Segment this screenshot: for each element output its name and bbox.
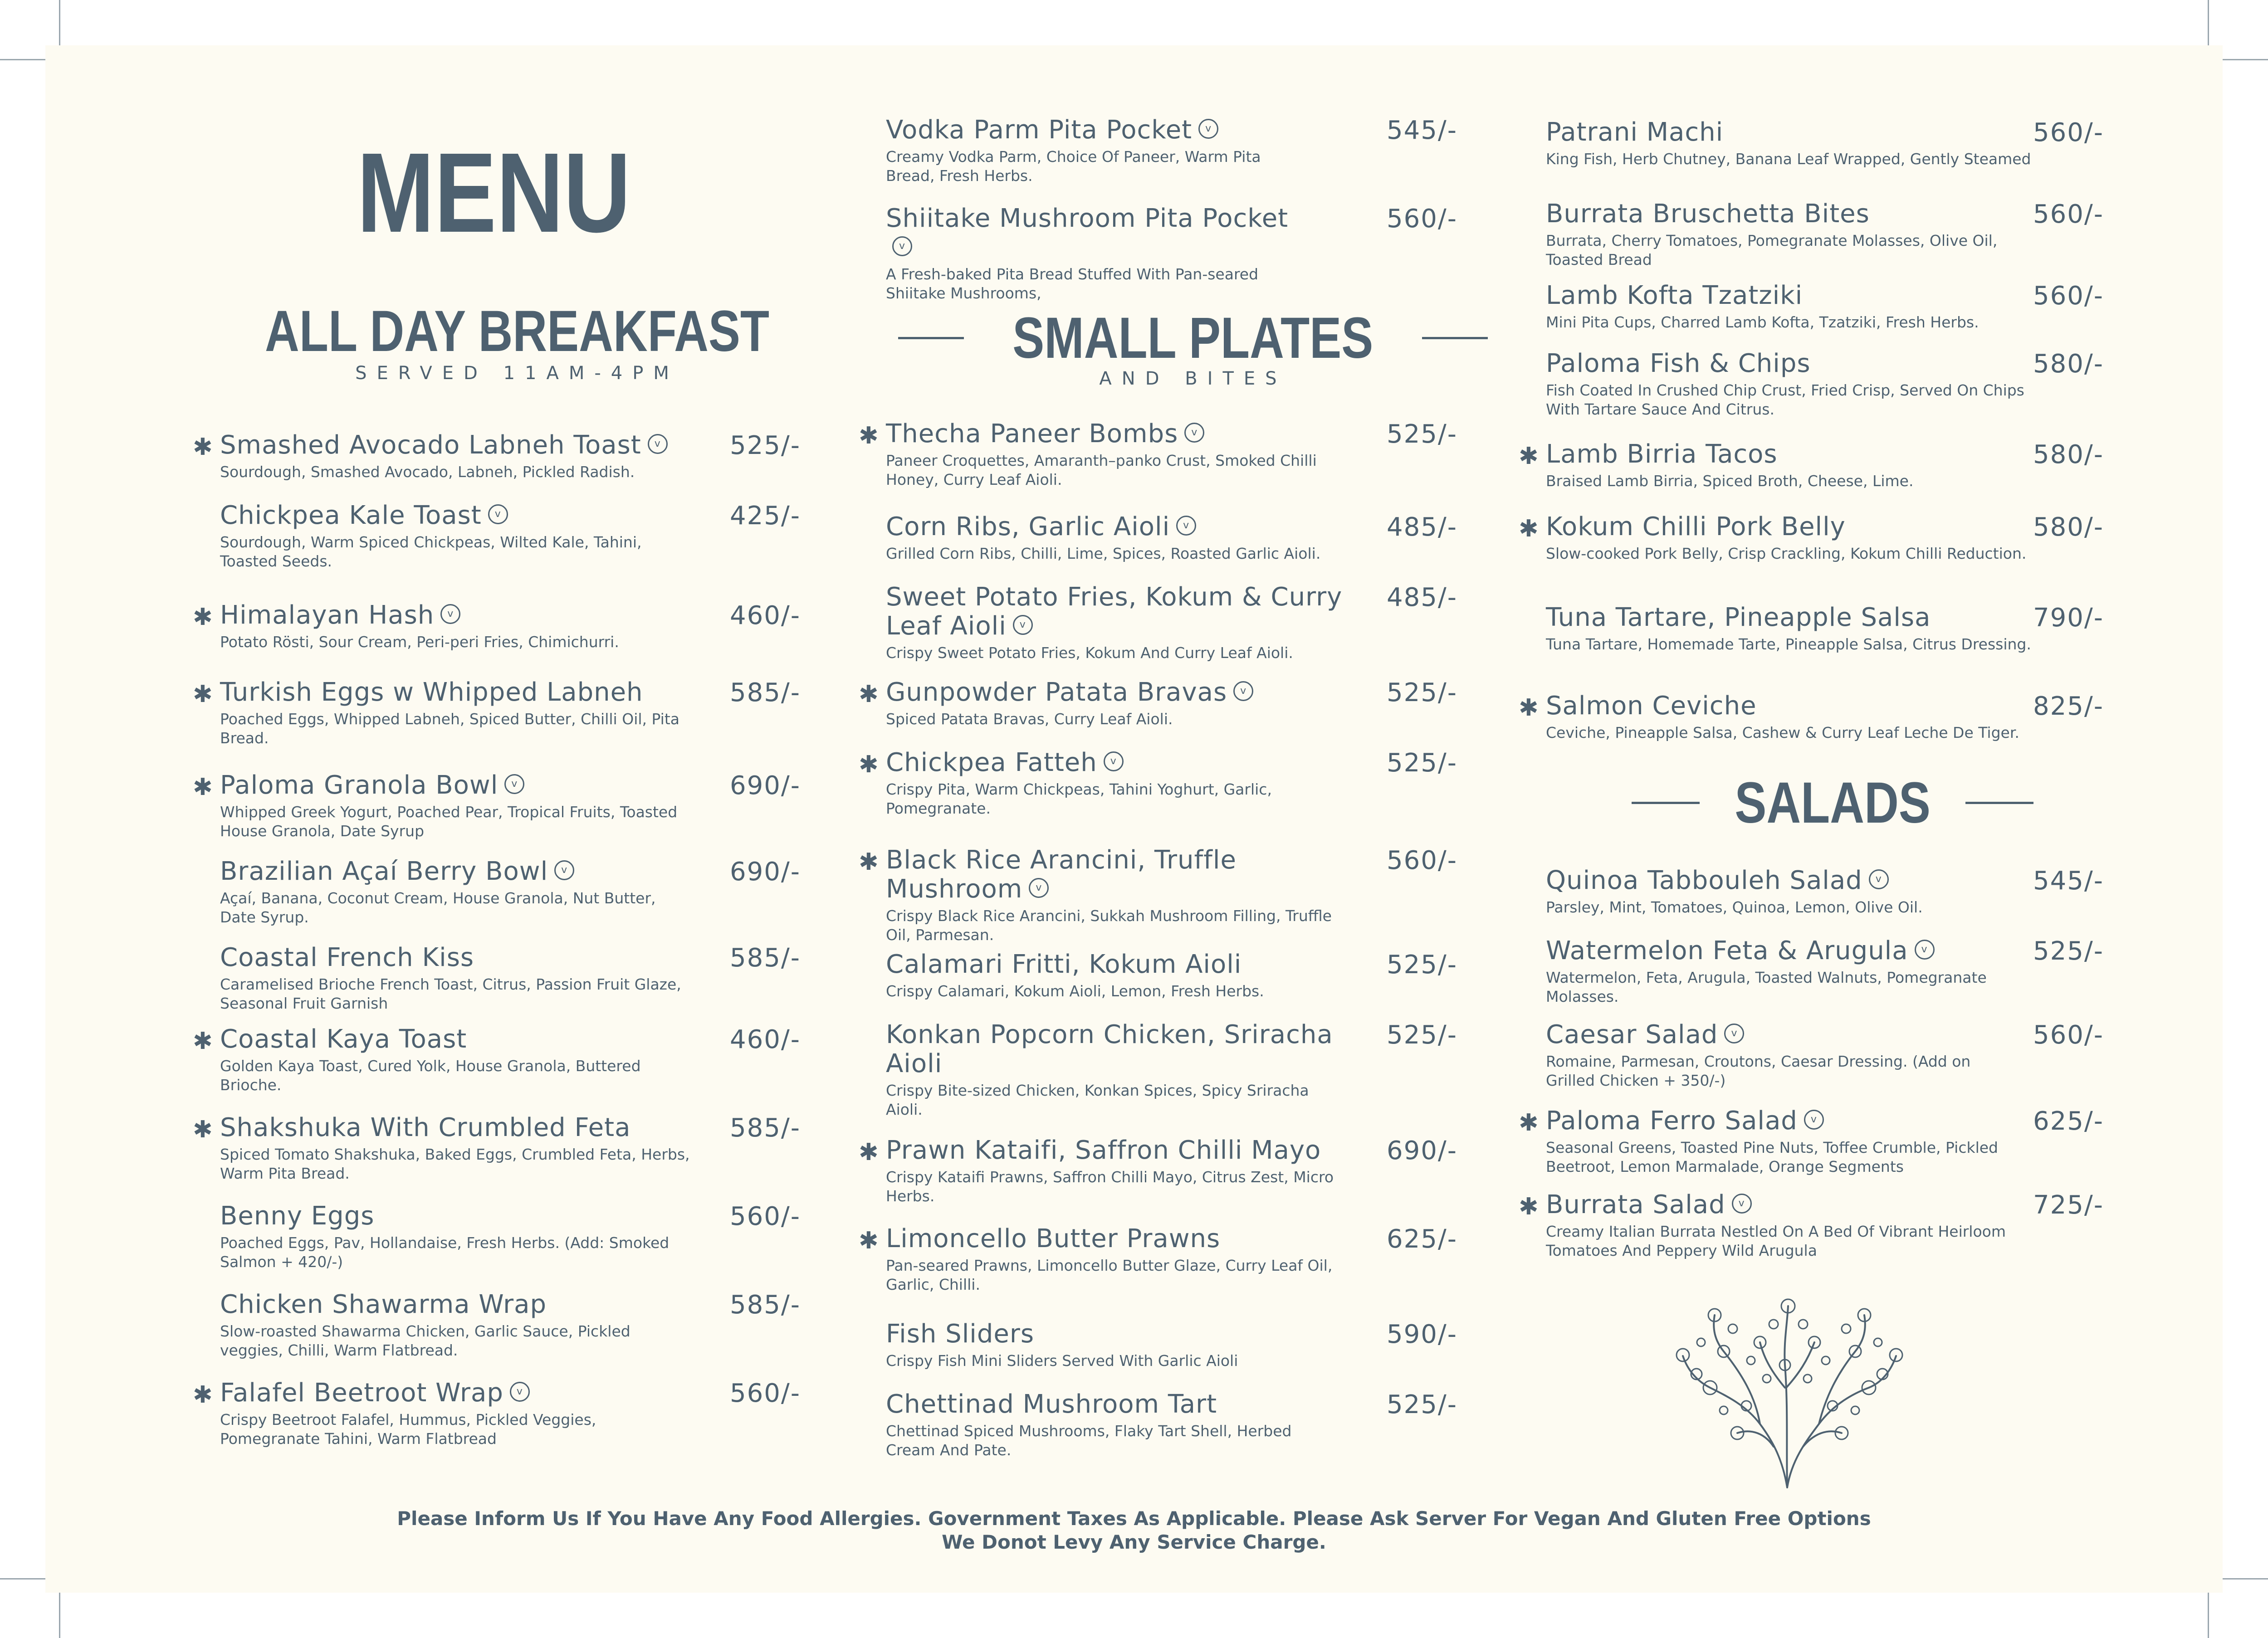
menu-item: [859, 748, 1485, 818]
item-name: [1546, 200, 2045, 229]
item-name: [220, 943, 701, 972]
menu-item: [1519, 1190, 2136, 1260]
item-description: Caramelised Brioche French Toast, Citrus, Passion Fruit Glaze, Seasonal Fruit Garnish: [220, 975, 681, 1012]
item-price: 560/-: [2033, 281, 2104, 311]
menu-item: [886, 950, 1485, 1001]
item-name: [886, 1320, 1349, 1349]
item-description: Creamy Vodka Parm, Choice Of Paneer, Warm Pita Bread, Fresh Herbs.: [886, 148, 1261, 185]
menu-item: [1519, 1106, 2136, 1176]
chef-special-icon: ✱: [1519, 694, 1539, 722]
menu-item: [1519, 439, 2136, 491]
heading-rule: [1632, 802, 1700, 804]
item-price: 460/-: [730, 601, 801, 630]
item-name-text: Limoncello Butter Prawns: [886, 1224, 1221, 1253]
item-description: Crispy Beetroot Falafel, Hummus, Pickled Veggies, Pomegranate Tahini, Warm Flatbread: [220, 1411, 596, 1448]
item-price: 560/-: [730, 1202, 801, 1231]
item-name: [220, 601, 701, 630]
vegetarian-icon: v: [1915, 940, 1935, 960]
item-description: Sourdough, Smashed Avocado, Labneh, Pickled Radish.: [220, 463, 635, 481]
item-name-text: Sweet Potato Fries, Kokum & Curry Leaf Aioli: [886, 582, 1343, 641]
item-name-text: Turkish Eggs w Whipped Labneh: [220, 678, 643, 707]
menu-item: [859, 1136, 1485, 1206]
item-price: 525/-: [1387, 748, 1457, 778]
item-name: [220, 1379, 701, 1408]
item-name: [886, 748, 1349, 777]
item-name-text: Shakshuka With Crumbled Feta: [220, 1113, 631, 1142]
item-name: [1546, 1190, 2022, 1219]
item-name: [220, 431, 701, 460]
vegetarian-icon: v: [1013, 615, 1033, 635]
vegetarian-icon: v: [554, 860, 574, 880]
menu-item: [886, 512, 1485, 563]
menu-title: MENU: [357, 129, 631, 256]
item-price: 560/-: [1387, 204, 1457, 234]
item-name-text: Fish Sliders: [886, 1319, 1035, 1349]
item-name-text: Lamb Birria Tacos: [1546, 439, 1778, 469]
crop-mark: [0, 1578, 45, 1580]
item-name: [220, 501, 701, 530]
item-price: 425/-: [730, 501, 801, 531]
item-description: Paneer Croquettes, Amaranth–panko Crust, Smoked Chilli Honey, Curry Leaf Aioli.: [886, 452, 1317, 488]
crop-mark: [2223, 59, 2268, 60]
item-name-text: Prawn Kataifi, Saffron Chilli Mayo: [886, 1136, 1321, 1165]
item-price: 625/-: [1387, 1224, 1457, 1254]
item-name-text: Vodka Parm Pita Pocket: [886, 115, 1193, 145]
crop-mark: [2223, 1578, 2268, 1580]
item-price: 525/-: [1387, 1020, 1457, 1050]
item-description: Sourdough, Warm Spiced Chickpeas, Wilted Kale, Tahini, Toasted Seeds.: [220, 533, 642, 570]
item-name: [1546, 281, 2045, 310]
heading-rule: [1422, 337, 1488, 339]
item-description: Slow-cooked Pork Belly, Crisp Crackling, Kokum Chilli Reduction.: [1546, 545, 2027, 562]
vegetarian-icon: v: [1029, 878, 1049, 898]
item-name-text: Konkan Popcorn Chicken, Sriracha Aioli: [886, 1020, 1333, 1078]
footer-note-1: Please Inform Us If You Have Any Food Allergies. Government Taxes As Applicable. Please Ask Server For Vegan And Gluten Free Options: [397, 1507, 1871, 1530]
item-name: [220, 771, 701, 800]
menu-item: [193, 1024, 819, 1095]
item-price: 525/-: [730, 431, 801, 460]
item-name-text: Caesar Salad: [1546, 1020, 1718, 1049]
menu-item: [886, 1020, 1485, 1119]
item-name: [1546, 1020, 2022, 1049]
vegetarian-icon: v: [1233, 681, 1253, 701]
item-name-text: Lamb Kofta Tzatziki: [1546, 281, 1803, 310]
item-price: 525/-: [1387, 419, 1457, 449]
item-name-text: Salmon Ceviche: [1546, 691, 1757, 721]
item-price: 545/-: [2033, 866, 2104, 896]
item-name-text: Kokum Chilli Pork Belly: [1546, 512, 1846, 541]
item-description: Spiced Patata Bravas, Curry Leaf Aioli.: [886, 710, 1173, 728]
item-name-text: Calamari Fritti, Kokum Aioli: [886, 950, 1242, 979]
vegetarian-icon: v: [1732, 1194, 1752, 1214]
item-name: [886, 1020, 1349, 1078]
item-name-text: Chickpea Kale Toast: [220, 501, 482, 530]
menu-item: [193, 1378, 819, 1448]
menu-item: [1546, 200, 2136, 269]
item-price: 585/-: [730, 943, 801, 973]
item-description: Crispy Kataifi Prawns, Saffron Chilli Mayo, Citrus Zest, Micro Herbs.: [886, 1168, 1334, 1205]
menu-item: [886, 116, 1485, 185]
vegetarian-icon: v: [1184, 423, 1204, 443]
chef-special-icon: ✱: [193, 604, 213, 631]
vegetarian-icon: v: [892, 236, 912, 256]
chef-special-icon: ✱: [193, 1116, 213, 1143]
menu-item: [1546, 118, 2136, 169]
item-description: Seasonal Greens, Toasted Pine Nuts, Toffee Crumble, Pickled Beetroot, Lemon Marmalade, Orange Segments: [1546, 1139, 1999, 1175]
item-price: 560/-: [2033, 118, 2104, 147]
item-name: [1546, 692, 2045, 721]
item-description: Braised Lamb Birria, Spiced Broth, Cheese, Lime.: [1546, 472, 1914, 490]
item-name: [886, 1136, 1349, 1165]
item-description: Tuna Tartare, Homemade Tarte, Pineapple Salsa, Citrus Dressing.: [1546, 635, 2031, 653]
item-description: Creamy Italian Burrata Nestled On A Bed Of Vibrant Heirloom Tomatoes And Peppery Wild Arugula: [1546, 1223, 2006, 1259]
item-description: Watermelon, Feta, Arugula, Toasted Walnuts, Pomegranate Molasses.: [1546, 969, 1987, 1005]
menu-item: [886, 1320, 1485, 1370]
menu-item: [1519, 512, 2136, 563]
item-name-text: Gunpowder Patata Bravas: [886, 678, 1227, 707]
vegetarian-icon: v: [1198, 119, 1218, 139]
vegetarian-icon: v: [440, 604, 460, 624]
breakfast-title: ALL DAY BREAKFAST: [265, 298, 769, 364]
breakfast-subtitle: SERVED 11AM-4PM: [355, 363, 679, 384]
chef-special-icon: ✱: [1519, 1109, 1539, 1136]
item-name: [1546, 1107, 2022, 1136]
item-name-text: Coastal French Kiss: [220, 943, 474, 972]
item-name: [220, 1025, 701, 1054]
item-description: Slow-roasted Shawarma Chicken, Garlic Sauce, Pickled veggies, Chilli, Warm Flatbread.: [220, 1322, 631, 1359]
breakfast-heading: [209, 299, 826, 363]
item-name-text: Shiitake Mushroom Pita Pocket: [886, 204, 1289, 233]
item-price: 560/-: [2033, 1020, 2104, 1050]
chef-special-icon: ✱: [1519, 515, 1539, 542]
item-price: 485/-: [1387, 512, 1457, 542]
chef-special-icon: ✱: [859, 422, 879, 449]
heading-rule: [898, 337, 964, 339]
item-name: [886, 512, 1349, 541]
chef-special-icon: ✱: [859, 1227, 879, 1254]
small-plates-title: SMALL PLATES: [1012, 305, 1374, 370]
chef-special-icon: ✱: [859, 751, 879, 778]
item-price: 585/-: [730, 678, 801, 707]
chef-special-icon: ✱: [859, 848, 879, 876]
item-name: [1546, 936, 2022, 965]
item-name: [886, 1390, 1349, 1419]
item-name-text: Chettinad Mushroom Tart: [886, 1389, 1217, 1419]
item-name: [220, 1202, 701, 1231]
item-price: 725/-: [2033, 1190, 2104, 1220]
item-name-text: Tuna Tartare, Pineapple Salsa: [1546, 603, 1931, 632]
crop-mark: [59, 0, 60, 45]
chef-special-icon: ✱: [193, 434, 213, 461]
item-name-text: Benny Eggs: [220, 1201, 375, 1231]
item-name: [1546, 866, 2022, 895]
menu-item: [859, 845, 1485, 945]
item-description: Grilled Corn Ribs, Chilli, Lime, Spices, Roasted Garlic Aioli.: [886, 545, 1321, 562]
coral-illustration: [1669, 1297, 1905, 1497]
chef-special-icon: ✱: [193, 681, 213, 708]
heading-rule: [1965, 802, 2033, 804]
item-name: [886, 419, 1349, 448]
small-plates-subtitle: AND BITES: [1099, 368, 1287, 389]
menu-item: [1546, 281, 2136, 332]
menu-item: [1546, 866, 2136, 917]
chef-special-icon: ✱: [1519, 1193, 1539, 1220]
item-description: Açaí, Banana, Coconut Cream, House Granola, Nut Butter, Date Syrup.: [220, 889, 656, 926]
vegetarian-icon: v: [648, 434, 668, 454]
item-name-text: Chickpea Fatteh: [886, 748, 1097, 777]
item-price: 790/-: [2033, 603, 2104, 633]
item-name-text: Watermelon Feta & Arugula: [1546, 936, 1908, 965]
item-name-text: Falafel Beetroot Wrap: [220, 1378, 503, 1408]
item-name: [886, 950, 1349, 979]
footer-note-2: We Donot Levy Any Service Charge.: [942, 1531, 1326, 1553]
menu-item: [220, 1290, 819, 1360]
salads-heading: [1628, 771, 2037, 834]
menu-item: [220, 857, 819, 927]
menu-item: [886, 204, 1485, 303]
item-price: 580/-: [2033, 349, 2104, 379]
item-description: Potato Rösti, Sour Cream, Peri-peri Fries, Chimichurri.: [220, 633, 619, 651]
menu-item: [886, 583, 1485, 663]
item-name: [1546, 603, 2045, 632]
item-name-text: Black Rice Arancini, Truffle Mushroom: [886, 845, 1237, 904]
chef-special-icon: ✱: [193, 774, 213, 801]
crop-mark: [0, 59, 45, 60]
menu-item: [859, 419, 1485, 489]
item-price: 460/-: [730, 1025, 801, 1054]
item-price: 590/-: [1387, 1320, 1457, 1349]
item-name: [1546, 440, 2045, 469]
item-description: Fish Coated In Crushed Chip Crust, Fried Crisp, Served On Chips With Tartare Sauce And Citrus.: [1546, 381, 2024, 418]
menu-item: [220, 501, 819, 571]
item-name-text: Paloma Ferro Salad: [1546, 1106, 1798, 1136]
item-name: [220, 1113, 701, 1142]
item-price: 560/-: [2033, 200, 2104, 229]
item-name: [886, 1224, 1349, 1253]
menu-item: [193, 678, 819, 748]
item-name: [1546, 118, 2045, 147]
vegetarian-icon: v: [1804, 1110, 1824, 1130]
item-name: [886, 846, 1349, 904]
chef-special-icon: ✱: [859, 681, 879, 708]
item-name: [886, 583, 1349, 641]
item-description: Chettinad Spiced Mushrooms, Flaky Tart Shell, Herbed Cream And Pate.: [886, 1422, 1292, 1459]
item-name: [886, 204, 1294, 262]
item-name-text: Corn Ribs, Garlic Aioli: [886, 512, 1170, 541]
item-description: Crispy Black Rice Arancini, Sukkah Mushroom Filling, Truffle Oil, Parmesan.: [886, 907, 1332, 944]
item-name: [220, 1290, 701, 1319]
item-name-text: Quinoa Tabbouleh Salad: [1546, 866, 1862, 895]
item-price: 690/-: [730, 857, 801, 887]
item-name-text: Paloma Granola Bowl: [220, 770, 499, 800]
vegetarian-icon: v: [1724, 1024, 1744, 1043]
item-description: Romaine, Parmesan, Croutons, Caesar Dressing. (Add on Grilled Chicken + 350/-): [1546, 1053, 1971, 1089]
item-name-text: Smashed Avocado Labneh Toast: [220, 430, 641, 460]
menu-item: [193, 600, 819, 652]
vegetarian-icon: v: [1104, 751, 1124, 771]
item-name: [1546, 512, 2045, 541]
item-name-text: Patrani Machi: [1546, 117, 1724, 147]
item-description: Whipped Greek Yogurt, Poached Pear, Tropical Fruits, Toasted House Granola, Date Syrup: [220, 803, 678, 840]
menu-item: [1546, 936, 2136, 1006]
menu-item: [1546, 349, 2136, 419]
vegetarian-icon: v: [1176, 516, 1196, 536]
item-price: 525/-: [1387, 1390, 1457, 1419]
menu-sheet: [45, 45, 2223, 1593]
menu-item: [193, 430, 819, 482]
item-price: 525/-: [2033, 936, 2104, 966]
vegetarian-icon: v: [1869, 869, 1889, 889]
menu-item: [859, 1224, 1485, 1294]
chef-special-icon: ✱: [193, 1381, 213, 1409]
item-price: 825/-: [2033, 692, 2104, 721]
item-description: Spiced Tomato Shakshuka, Baked Eggs, Crumbled Feta, Herbs, Warm Pita Bread.: [220, 1146, 690, 1182]
item-description: Poached Eggs, Whipped Labneh, Spiced Butter, Chilli Oil, Pita Bread.: [220, 710, 680, 747]
menu-item: [859, 678, 1485, 729]
item-description: Crispy Bite-sized Chicken, Konkan Spices, Spicy Sriracha Aioli.: [886, 1082, 1309, 1118]
crop-mark: [59, 1593, 60, 1638]
item-description: Mini Pita Cups, Charred Lamb Kofta, Tzatziki, Fresh Herbs.: [1546, 313, 1979, 331]
chef-special-icon: ✱: [1519, 443, 1539, 470]
chef-special-icon: ✱: [859, 1139, 879, 1166]
item-name-text: Paloma Fish & Chips: [1546, 349, 1811, 378]
item-description: Poached Eggs, Pav, Hollandaise, Fresh Herbs. (Add: Smoked Salmon + 420/-): [220, 1234, 670, 1271]
item-price: 585/-: [730, 1113, 801, 1143]
item-name-text: Burrata Bruschetta Bites: [1546, 199, 1870, 229]
item-price: 690/-: [730, 771, 801, 800]
item-name: [220, 857, 701, 886]
crop-mark: [2208, 1593, 2209, 1638]
item-price: 560/-: [730, 1379, 801, 1408]
vegetarian-icon: v: [488, 504, 508, 524]
item-name-text: Coastal Kaya Toast: [220, 1024, 467, 1054]
item-price: 525/-: [1387, 678, 1457, 707]
item-price: 580/-: [2033, 440, 2104, 469]
item-description: Crispy Fish Mini Sliders Served With Garlic Aioli: [886, 1352, 1238, 1370]
menu-item: [886, 1390, 1485, 1460]
item-description: Burrata, Cherry Tomatoes, Pomegranate Molasses, Olive Oil, Toasted Bread: [1546, 232, 1998, 268]
item-description: Parsley, Mint, Tomatoes, Quinoa, Lemon, Olive Oil.: [1546, 898, 1923, 916]
item-name: [1546, 349, 2045, 378]
item-price: 585/-: [730, 1290, 801, 1320]
item-description: Crispy Pita, Warm Chickpeas, Tahini Yoghurt, Garlic, Pomegranate.: [886, 780, 1272, 817]
item-description: Crispy Calamari, Kokum Aioli, Lemon, Fresh Herbs.: [886, 982, 1264, 1000]
salads-title: SALADS: [1735, 770, 1931, 835]
chef-special-icon: ✱: [193, 1028, 213, 1055]
item-price: 485/-: [1387, 583, 1457, 612]
menu-item: [193, 1113, 819, 1183]
menu-item: [1546, 603, 2136, 654]
item-price: 625/-: [2033, 1107, 2104, 1136]
menu-item: [1519, 691, 2136, 742]
small-plates-heading: [898, 306, 1488, 370]
item-price: 690/-: [1387, 1136, 1457, 1165]
menu-item: [193, 770, 819, 841]
item-description: Ceviche, Pineapple Salsa, Cashew & Curry Leaf Leche De Tiger.: [1546, 724, 2019, 741]
menu-item: [220, 1202, 819, 1272]
item-name: [886, 678, 1349, 707]
menu-item: [220, 943, 819, 1013]
item-name-text: Himalayan Hash: [220, 600, 435, 630]
item-name: [886, 116, 1294, 145]
item-name-text: Brazilian Açaí Berry Bowl: [220, 857, 548, 886]
item-name-text: Thecha Paneer Bombs: [886, 419, 1178, 448]
vegetarian-icon: v: [504, 774, 524, 794]
item-name: [220, 678, 701, 707]
item-description: A Fresh-baked Pita Bread Stuffed With Pan-seared Shiitake Mushrooms,: [886, 265, 1259, 302]
item-name-text: Chicken Shawarma Wrap: [220, 1290, 547, 1319]
item-name-text: Burrata Salad: [1546, 1190, 1725, 1219]
item-price: 525/-: [1387, 950, 1457, 980]
item-description: Pan-seared Prawns, Limoncello Butter Glaze, Curry Leaf Oil, Garlic, Chilli.: [886, 1257, 1333, 1293]
item-description: Crispy Sweet Potato Fries, Kokum And Curry Leaf Aioli.: [886, 644, 1293, 662]
item-price: 545/-: [1387, 116, 1457, 145]
item-description: Golden Kaya Toast, Cured Yolk, House Granola, Buttered Brioche.: [220, 1057, 641, 1094]
menu-item: [1546, 1020, 2136, 1090]
crop-mark: [2208, 0, 2209, 45]
vegetarian-icon: v: [510, 1382, 530, 1402]
item-description: King Fish, Herb Chutney, Banana Leaf Wrapped, Gently Steamed: [1546, 150, 2031, 168]
item-price: 580/-: [2033, 512, 2104, 542]
item-price: 560/-: [1387, 846, 1457, 875]
